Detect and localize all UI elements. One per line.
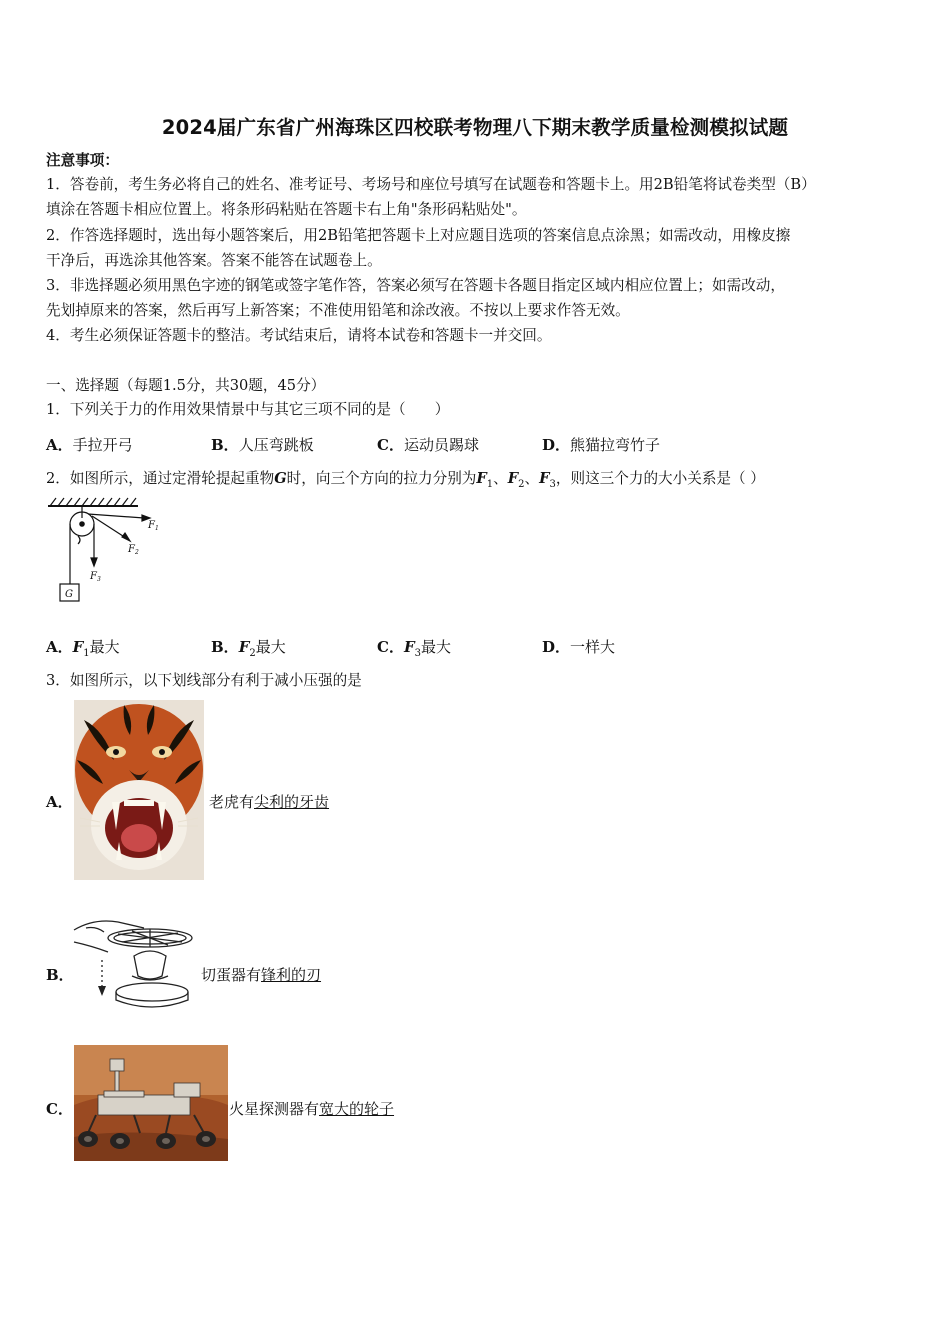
ceiling-hatch — [50, 498, 136, 506]
notice-line: 2．作答选择题时，选出每小题答案后，用2B铅笔把答题卡上对应题目选项的答案信息点涂黑；如需改动，用橡皮擦 — [46, 227, 791, 244]
q3-option-c-letter[interactable]: C． — [46, 1100, 73, 1118]
q2-option-b[interactable]: B．$F_2$最大 — [211, 638, 286, 659]
hand-outline — [74, 921, 144, 930]
question-3-stem: 3．如图所示，以下划线部分有利于减小压强的是 — [46, 672, 362, 689]
rover-body — [98, 1095, 190, 1115]
arrow-f3 — [91, 558, 97, 566]
notice-line: 填涂在答题卡相应位置上。将条形码粘贴在答题卡右上角"条形码粘贴处"。 — [46, 201, 527, 218]
q1-option-c[interactable]: C．运动员踢球 — [377, 436, 479, 454]
slicer-base — [116, 983, 188, 1001]
q3-option-b-text[interactable]: 切蛋器有锋利的刃 — [201, 966, 322, 984]
notice-line: 4．考生必须保证答题卡的整洁。考试结束后，请将本试卷和答题卡一并交回。 — [46, 327, 552, 344]
section-heading: 一、选择题（每题1.5分，共30题，45分） — [46, 377, 326, 394]
q3-option-a-text[interactable]: 老虎有尖利的牙齿 — [209, 793, 330, 811]
label-f2: $F_2$ — [128, 544, 139, 556]
egg-slicer-image — [72, 912, 196, 1012]
q3-option-a-letter[interactable]: A． — [46, 793, 73, 811]
arrow-f2 — [122, 533, 130, 541]
rope-f2 — [92, 516, 126, 538]
hook — [78, 536, 80, 544]
pulley-diagram — [44, 496, 174, 608]
q3-option-c-text[interactable]: 火星探测器有宽大的轮子 — [229, 1100, 395, 1118]
mars-rover-image — [74, 1045, 228, 1161]
question-1-stem: 1．下列关于力的作用效果情景中与其它三项不同的是（ ） — [46, 401, 450, 418]
notice-line: 1．答卷前，考生务必将自己的姓名、准考证号、考场号和座位号填写在试题卷和答题卡上。用2B铅笔将试卷类型（B） — [46, 176, 816, 193]
rover-mast-head — [110, 1059, 124, 1071]
q2-option-d[interactable]: D．一样大 — [542, 638, 616, 656]
label-g: G — [65, 589, 73, 600]
label-f3: $F_3$ — [90, 571, 101, 583]
q2-option-c[interactable]: C．$F_3$最大 — [377, 638, 451, 659]
tiger-image — [74, 700, 204, 880]
page-title: 2024届广东省广州海珠区四校联考物理八下期末教学质量检测模拟试题 — [161, 116, 789, 139]
q1-option-a[interactable]: A．手拉开弓 — [46, 436, 133, 454]
rope-f1 — [88, 514, 144, 518]
label-f1: $F_1$ — [148, 520, 159, 532]
q1-option-b[interactable]: B．人压弯跳板 — [211, 436, 314, 454]
notice-line: 3．非选择题必须用黑色字迹的钢笔或签字笔作答，答案必须写在答题卡各题目指定区域内相应位置上；如需改动， — [46, 277, 785, 294]
q2-option-a[interactable]: A．$F_1$最大 — [46, 638, 120, 659]
egg-cup — [134, 951, 166, 979]
q1-option-d[interactable]: D．熊猫拉弯竹子 — [542, 436, 661, 454]
notice-line: 干净后，再选涂其他答案。答案不能答在试题卷上。 — [46, 252, 382, 269]
notice-heading: 注意事项： — [46, 152, 119, 169]
question-2-stem: 2．如图所示，通过定滑轮提起重物G时，向三个方向的拉力分别为$F_1$、$F_2$、$F_3$，则这三个力的大小关系是（ ） — [46, 470, 765, 490]
q3-option-b-letter[interactable]: B． — [46, 966, 74, 984]
notice-line: 先划掉原来的答案，然后再写上新答案；不准使用铅笔和涂改液。不按以上要求作答无效。 — [46, 302, 630, 319]
